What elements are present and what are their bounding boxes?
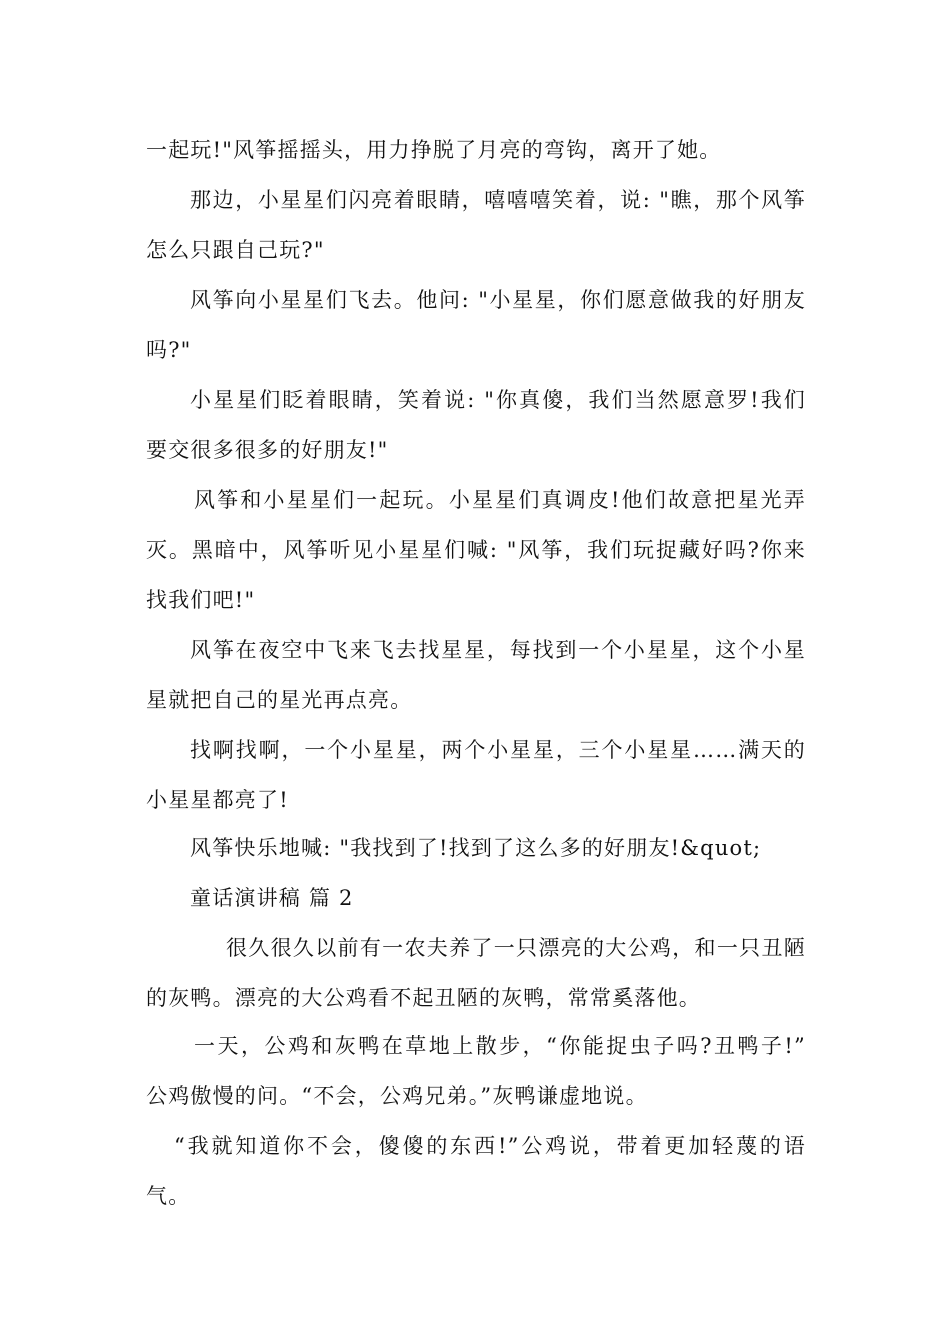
text-line: 一天，公鸡和灰鸭在草地上散步，“你能捉虫子吗?丑鸭子!”	[194, 1034, 806, 1058]
text-line: 吗?"	[146, 338, 192, 362]
text-line: 小星星们眨着眼睛，笑着说: "你真傻，我们当然愿意罗!我们	[190, 388, 806, 412]
text-line: 很久很久以前有一农夫养了一只漂亮的大公鸡，和一只丑陋	[226, 936, 806, 960]
text-line: 气。	[146, 1184, 191, 1208]
text-line: “我就知道你不会，傻傻的东西!”公鸡说，带着更加轻蔑的语	[174, 1134, 806, 1158]
text-line: 一起玩!"风筝摇摇头，用力挣脱了月亮的弯钩，离开了她。	[146, 138, 722, 162]
text-line: 风筝在夜空中飞来飞去找星星，每找到一个小星星，这个小星	[190, 638, 806, 662]
text-line: 找我们吧!"	[146, 588, 256, 612]
text-line: 那边，小星星们闪亮着眼睛，嘻嘻嘻笑着，说: "瞧，那个风筝	[190, 188, 806, 212]
text-line: 要交很多很多的好朋友!"	[146, 438, 389, 462]
text-line: 星就把自己的星光再点亮。	[146, 688, 413, 712]
text-line: 风筝快乐地喊: "我找到了!找到了这么多的好朋友!&quot;	[190, 836, 762, 860]
text-line: 风筝和小星星们一起玩。小星星们真调皮!他们故意把星光弄	[194, 488, 806, 512]
text-line: 风筝向小星星们飞去。他问: "小星星，你们愿意做我的好朋友	[190, 288, 806, 312]
text-line: 灭。黑暗中，风筝听见小星星们喊: "风筝，我们玩捉藏好吗?你来	[146, 538, 806, 562]
text-line: 怎么只跟自己玩?"	[146, 238, 325, 262]
text-line: 的灰鸭。漂亮的大公鸡看不起丑陋的灰鸭，常常奚落他。	[146, 986, 701, 1010]
section-heading: 童话演讲稿 篇 2	[190, 886, 354, 910]
text-line: 找啊找啊，一个小星星，两个小星星，三个小星星……满天的	[190, 738, 806, 762]
text-line: 小星星都亮了!	[146, 788, 289, 812]
text-line: 公鸡傲慢的问。“不会，公鸡兄弟。”灰鸭谦虚地说。	[146, 1084, 648, 1108]
